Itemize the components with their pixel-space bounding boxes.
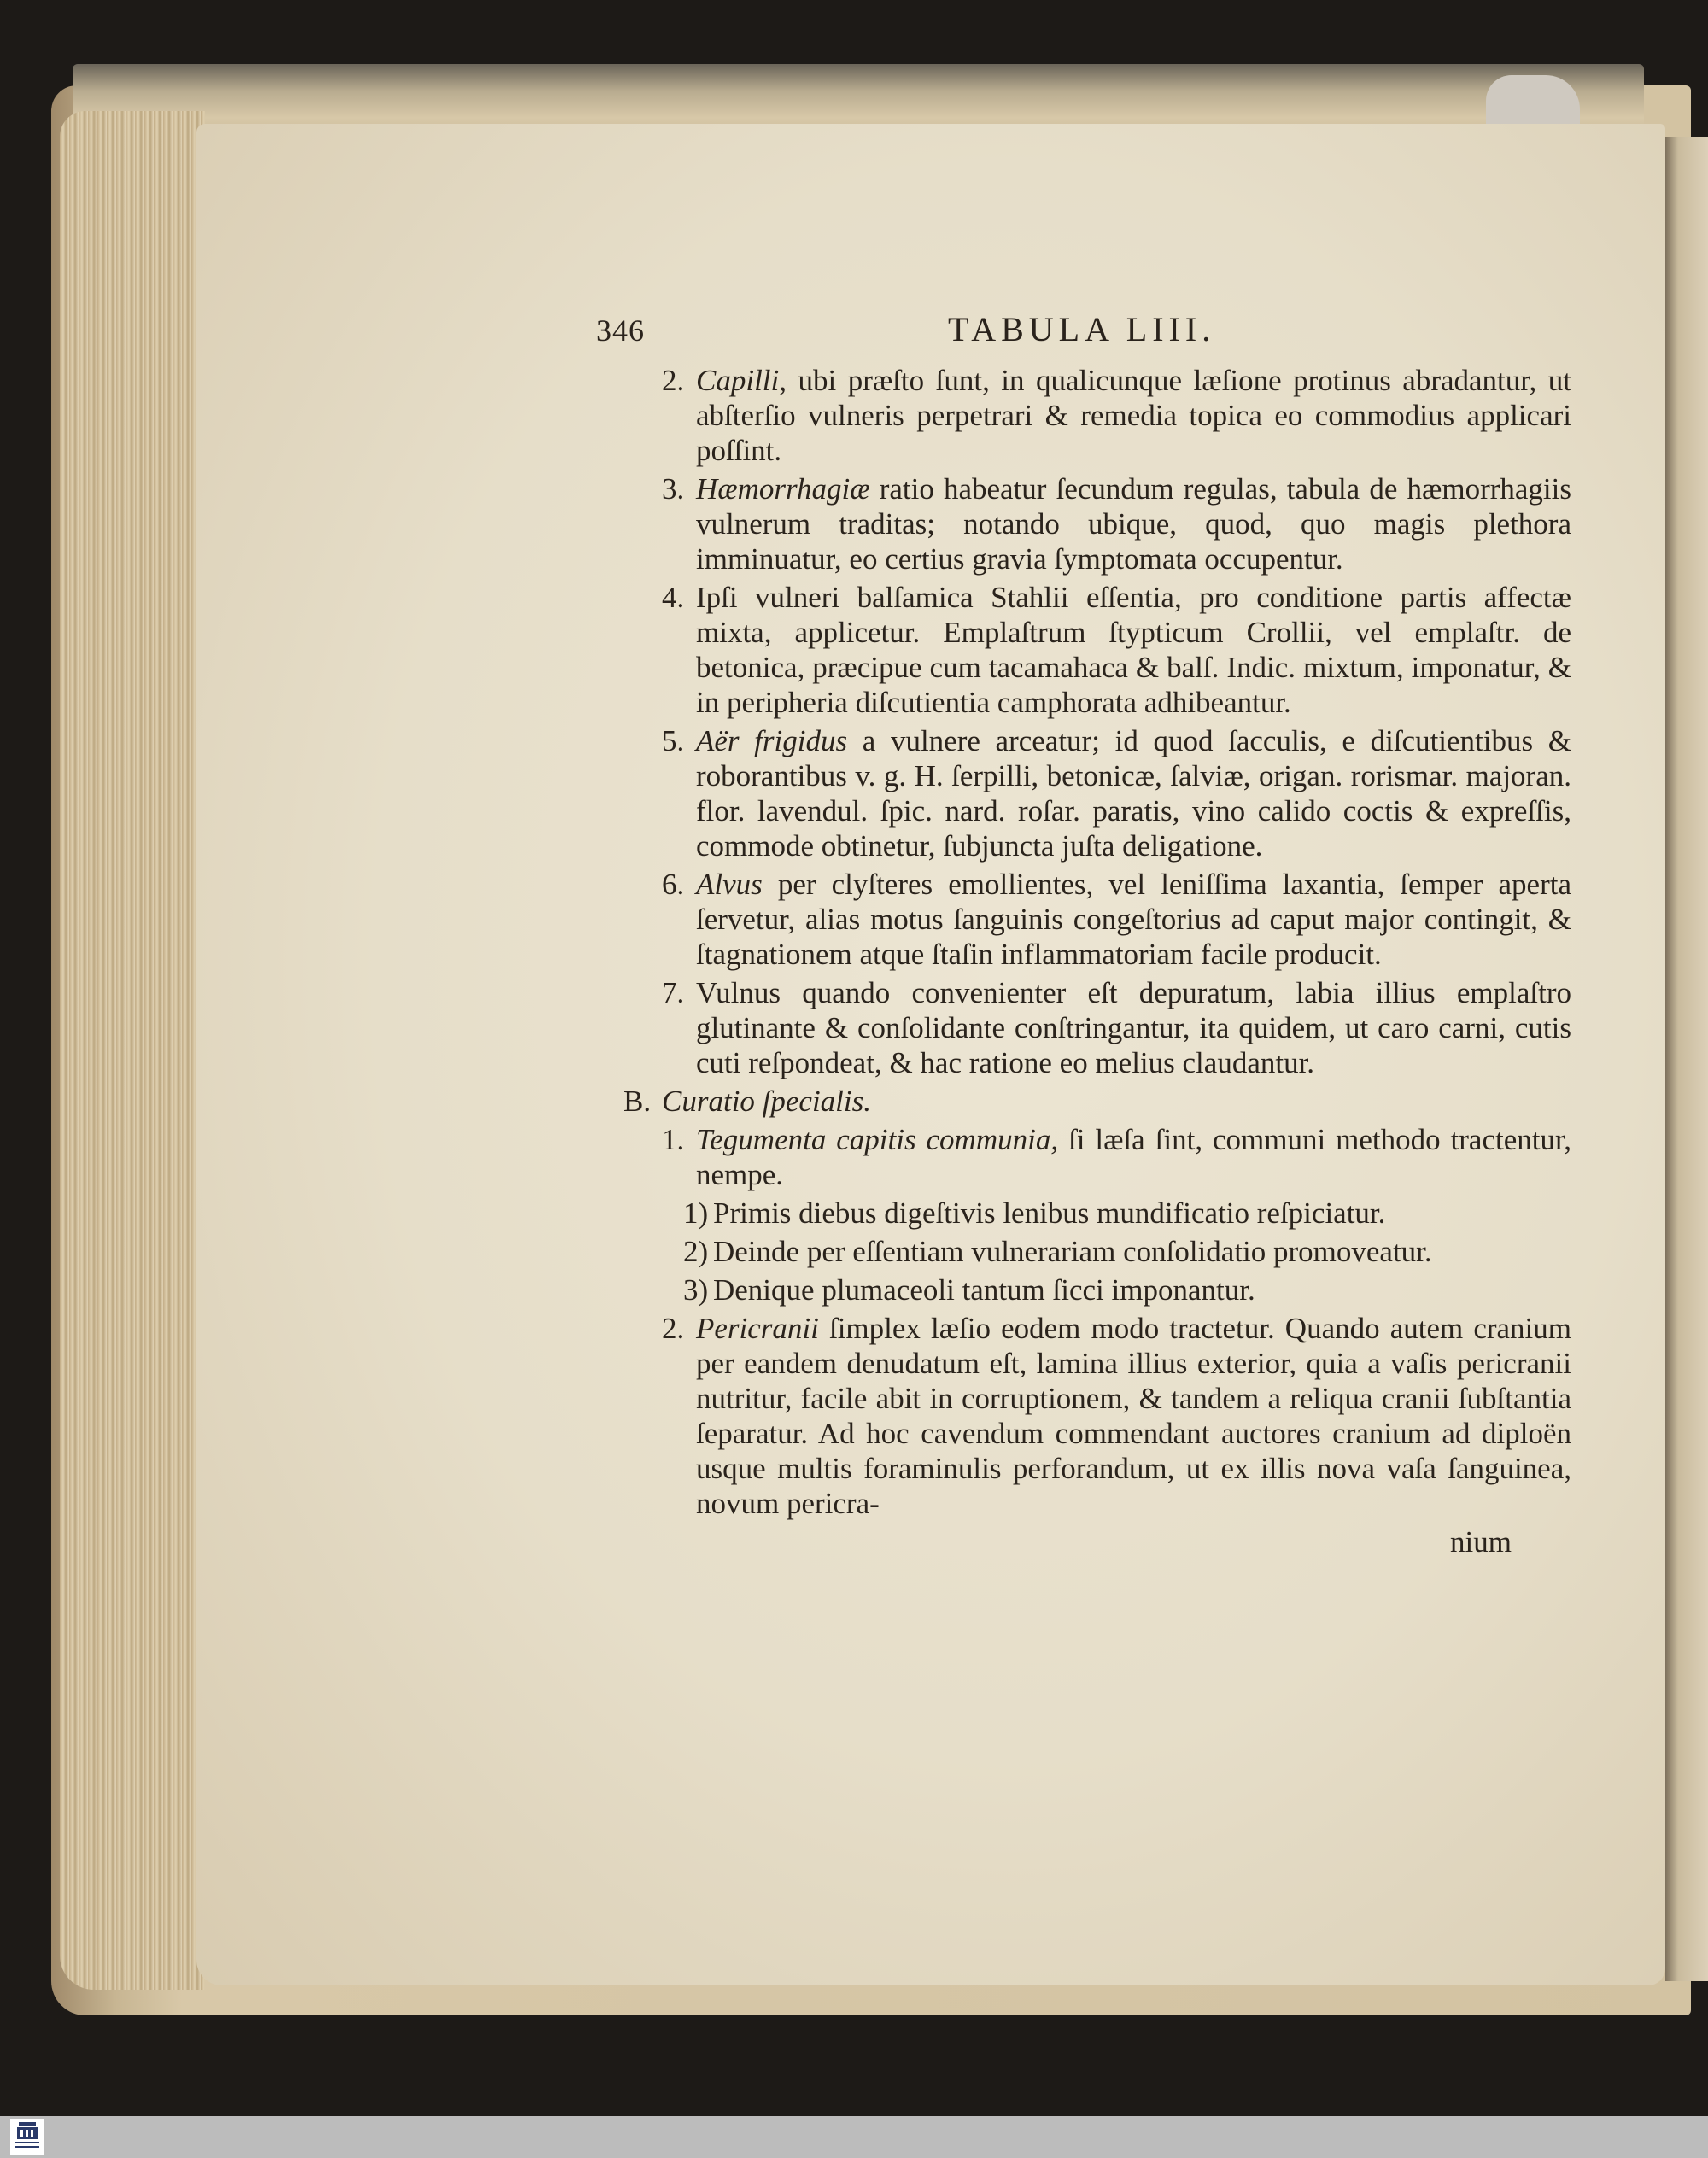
sub-item-text: Primis diebus digeſtivis lenibus mundificatio reſpiciatur. [713,1196,1386,1230]
sub-item-text: Denique plumaceoli tantum ſicci imponantur. [713,1273,1255,1307]
list-item [589,975,1571,1080]
list-item [589,723,1571,863]
page-text [589,312,1571,1559]
list-item [589,471,1571,576]
page-edges [60,111,205,1990]
item-number: 1. [662,1123,685,1156]
list-item [589,363,1571,468]
numbered-items [589,363,1571,1080]
item-lead: Tegumenta capitis communia, [696,1123,1059,1156]
item-lead: Hæmorrhagiæ [696,472,870,506]
section-letter: B. [623,1085,652,1118]
page-number: 346 [596,313,645,348]
item-number: 6. [662,868,685,901]
library-logo-icon [10,2119,44,2155]
sub-list-item [589,1272,1571,1307]
item-text: ſimplex læſio eodem modo tractetur. Quando autem cranium per eandem denudatum eſt, lamina illius exterior, quia a vaſis pericranii nutritur, facile abit in corruptionem, & tandem a reliqua cranii ſubſtantia ſeparatur. Ad hoc cavendum commendant auctores cranium ad diploën usque multis foraminulis perforandum, ut ex illis nova vaſa ſanguinea, novum pericra- [696,1312,1571,1520]
item-text: Vulnus quando convenienter eſt depuratum, labia illius emplaſtro glutinante & conſolidante conſtringantur, ita quidem, ut caro carni, cutis cuti reſpondeat, & hac ratione eo melius claudantur. [696,976,1571,1079]
running-head: TABULA LIII. [948,310,1216,348]
item-lead: Alvus [696,868,763,901]
list-item [589,1311,1571,1521]
list-item [589,1122,1571,1192]
sub-item-number: 3) [683,1273,709,1307]
item-number: 5. [662,724,685,757]
section-title: Curatio ſpecialis. [662,1085,871,1118]
sub-list-item [589,1196,1571,1231]
item-text: ſi læſa ſint, communi methodo tractentur, nempe. [696,1123,1571,1191]
catchword-row [589,1524,1571,1559]
section-b-heading [589,1084,1571,1119]
item-text: a vulnere arceatur; id quod ſacculis, e diſcutientibus & roborantibus v. g. H. ſerpilli, betonicæ, ſalviæ, origan. rorismar. majoran. flor. lavendul. ſpic. nard. roſar. paratis, vino calido coctis & expreſſis, commode obtinetur, ſubjuncta juſta deligatione. [696,724,1572,863]
item-text: ratio habeatur ſecundum regulas, tabula de hæmorrhagiis vulnerum traditas; notando ubique, quod, quo magis plethora imminuatur, eo certius gravia ſymptomata occupentur. [696,472,1571,576]
sub-item-number: 1) [683,1196,709,1230]
facing-page-edge [1665,137,1708,1981]
sub-item-text: Deinde per eſſentiam vulnerariam conſolidatio promoveatur. [713,1235,1432,1268]
item-lead: Pericranii [696,1312,819,1345]
item-number: 2. [662,1312,685,1345]
catchword: nium [1450,1525,1512,1559]
item-lead: Capilli [696,364,780,397]
item-number: 3. [662,472,685,506]
sub-list-item [589,1234,1571,1269]
item-text: , ubi præſto ſunt, in qualicunque læſione protinus abradantur, ut abſterſio vulneris perpetrari & remedia topica eo commodius applicari poſſint. [696,364,1571,467]
item-number: 4. [662,581,685,614]
viewer-footer-bar [0,2116,1708,2158]
list-item [589,580,1571,720]
item-number: 7. [662,976,685,1009]
item-number: 2. [662,364,685,397]
sub-item-number: 2) [683,1235,709,1268]
item-text: per clyſteres emollientes, vel leniſſima laxantia, ſemper aperta ſervetur, alias motus ſanguinis congeſtorius ad caput major contingit, & ſtagnationem atque ſtaſin inflammatoriam facile producit. [696,868,1571,971]
page-header [589,312,1571,361]
item-lead: Aër frigidus [696,724,848,757]
item-text: Ipſi vulneri balſamica Stahlii eſſentia, pro conditione partis affectæ mixta, applicetur. Emplaſtrum ſtypticum Crollii, vel emplaſtr. de betonica, præcipue cum tacamahaca & balſ. Indic. mixtum, imponatur, & in peripheria diſcutientia camphorata adhibeantur. [696,581,1571,719]
list-item [589,867,1571,972]
